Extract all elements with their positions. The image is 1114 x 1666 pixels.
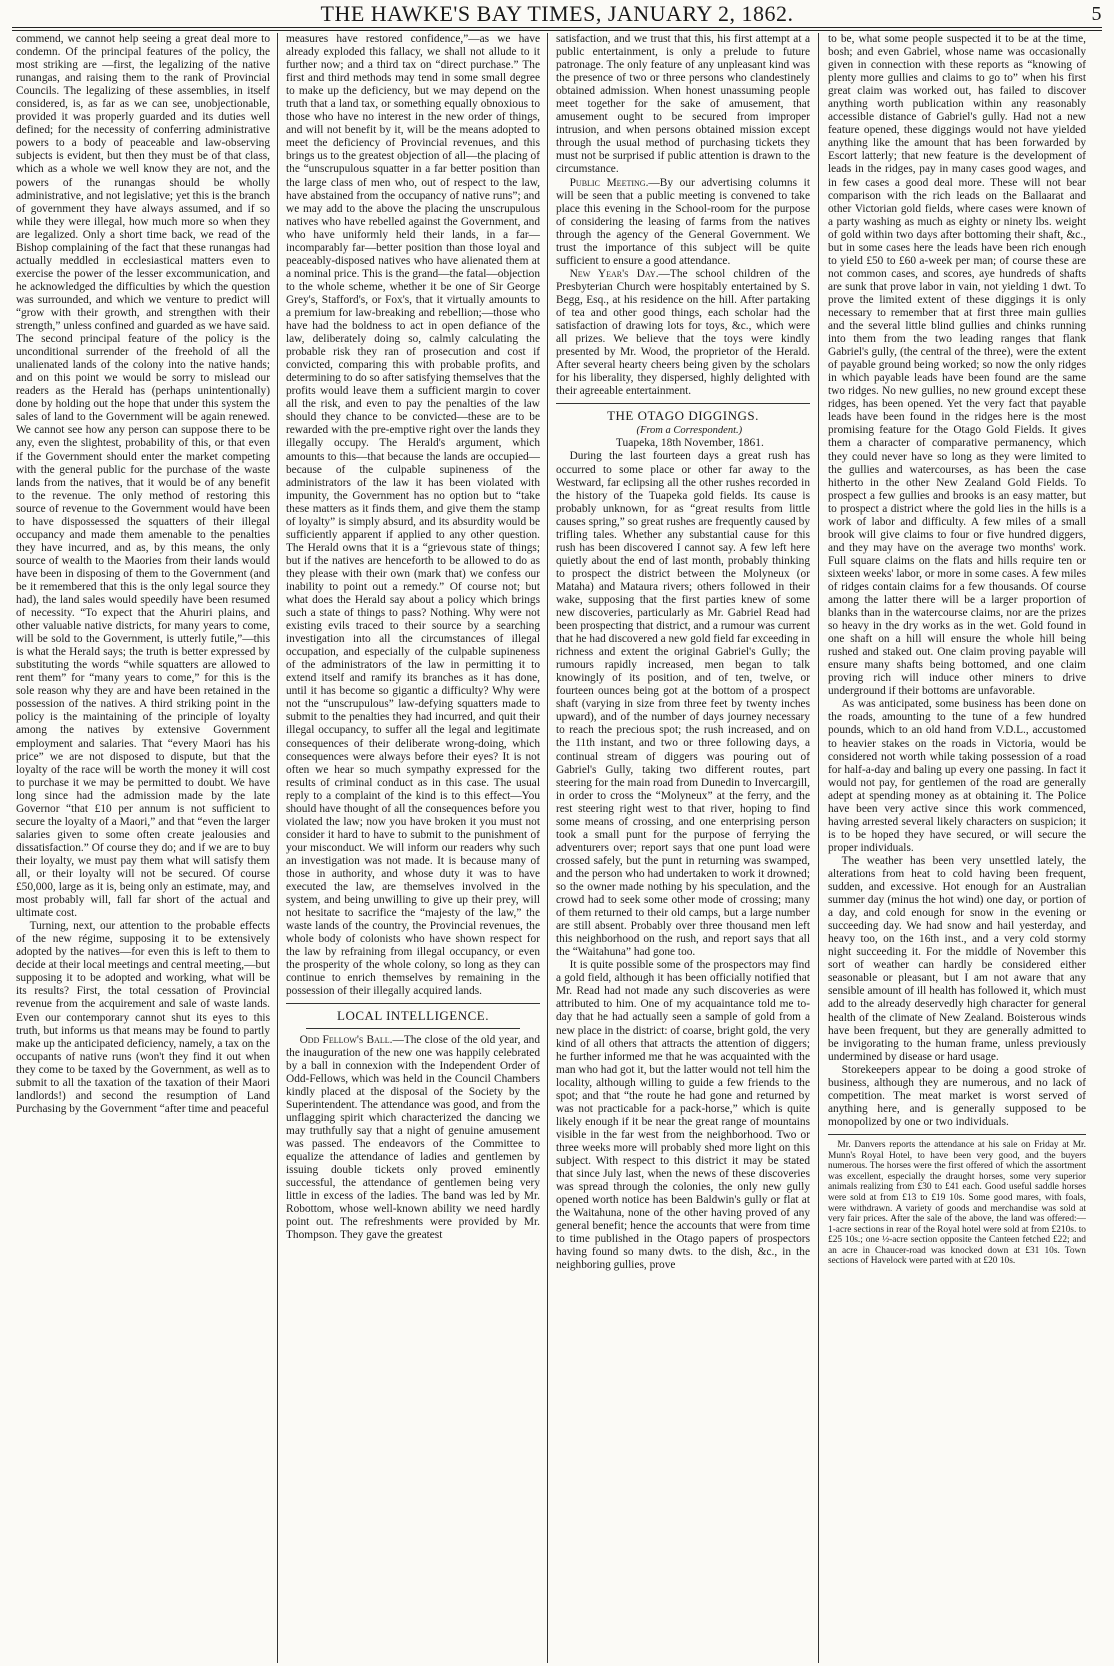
masthead-title: THE HAWKE'S BAY TIMES, JANUARY 2, 1862.: [320, 1, 794, 26]
item-title-public-meeting: Public Meeting.: [569, 176, 649, 189]
article-paragraph: to be, what some people suspected it to be at the time, bosh; and even Gabriel, whose name was occasionally given in connection with these reports as “knowing of plenty more gullies and claims to go to” when his first great claim was worked out, has failed to discover anything worth publication within any reasonably accessible distance of Gabriel's gully. Had not a new feature opened, these diggings would not have yielded anything like the amount that has been forwarded by Escort latterly; that new feature is the development of leads in the ridges, pay in many cases good wages, and in few cases a good deal more. These will not bear comparison with the rich leads on the Ballaarat and other Victorian gold fields, where cases were known of a party washing as much as eighty or ninety lbs. weight of gold within two days after bottoming their shaft, &c., but in some cases here the leads have been rich enough to yield £50 to £60 a-week per man; of course these are not common cases, and scores, aye hundreds of shafts are sunk that prove labor in vain, not yielding 1 dwt. To prove the limited extent of these diggings it is only necessary to remember that at first three main gullies and the several little blind gullies and chinks running into them from the two leading ranges that flank Gabriel's gully, (the central of the three), were the extent of payable ground being worked; so now the only ridges in which payable leads have been found are the same two ridges. No new gullies, no new ground except these ridges, has been opened. Yet the very fact that payable leads have been found in the ridges here is the most promising feature for the Otago Gold Fields. It gives them a character of comparative permanency, which they could never have so long as they were limited to the gullies and watercourses, as has been the case hitherto in the other New Zealand Gold Fields. To prospect a few gullies and brooks is an easy matter, but to prospect a district where the gold lies in the hills is a work of labor and difficulty. A few miles of a small brook will give claims to four or five hundred diggers, and they may have on the average two months' work. Full square claims on the flats and hills require ten or sixteen weeks' labor, or more in some cases. A few miles of ridges contain claims for a few thousands. Of course among the latter there will be a larger proportion of blanks than in the watercourse claims, nor are the prizes so heavy in the dry works as in the wet. Gold found in one shaft on a hill will ensure the whole hill being rushed and staked out. One claim proving payable will ensure many shafts being bottomed, and one claim proving rich will induce other miners to drive underground if their bottoms are unfavorable.: [828, 33, 1086, 698]
article-paragraph: As was anticipated, some business has been done on the roads, amounting to the tune of a few hundred pounds, which to an old hand from V.D.L., accustomed to heavier stakes on the roads in Victoria, would be considered not worth while taking possession of a road for half-a-day and baling up every one passing. In fact it would not pay, for gentlemen of the road are generally adept at spending money as at obtaining it. The Police have been very active since this work commenced, having arrested several likely characters on suspicion; it is to be hoped they have secured, or will secure the proper individuals.: [828, 698, 1086, 854]
section-heading-otago-diggings: THE OTAGO DIGGINGS.: [607, 408, 759, 424]
section-heading-local-intelligence: LOCAL INTELLIGENCE.: [337, 1008, 489, 1024]
column-1: [16, 33, 270, 1661]
section-rule: [306, 1028, 520, 1029]
article-dateline: Tuapeka, 18th November, 1861.: [615, 437, 764, 450]
article-paragraph: Storekeepers appear to be doing a good stroke of business, although they are numerous, and no lack of competition. The meat market is worst served of anything here, and is generally supposed to be monopolized by one or two individuals.: [828, 1063, 1086, 1128]
article-paragraph: During the last fourteen days a great rush has occurred to some place or other far away to the Westward, far eclipsing all the other rushes recorded in the history of the Tuapeka gold fields. Its cause is probably unknown, for as “great results from little causes spring,” so great rushes are frequently caused by trifling tales. Whether any substantial cause for this rush has been discovered I cannot say. A few left here quietly about the end of last month, probably thinking to prospect the district between the Molyneux (or Mataha) and Mataura rivers; others followed in their wake, supposing that the first parties knew of some new discoveries, particularly as Mr. Gabriel Read had been prospecting that district, and a rumour was current that he had discovered a new gold field far exceeding in richness and extent the original Gabriel's Gully; the rumours rapidly increased, men began to talk knowingly of its position, and of ten, twelve, or fourteen ounces being got at the bottom of a prospect shaft (varying in size from three feet by twenty inches upward), and of the number of days journey necessary to reach the precious spot; the rush increased, and on the 11th instant, and two or three following days, a continual stream of diggers was pouring out of Gabriel's Gully, taking two different routes, part steering for the main road from Dunedin to Invercargill, in order to cross the “Molyneux” at the ferry, and the rest steering right west to that river, hoping to find some means of crossing, and one enterprising person took a small punt for the purpose of ferrying the adventurers over; report says that one punt load were crossed safely, but the punt in returning was swamped, and the person who had undertaken to work it drowned; so the owner made nothing by his speculation, and the crowd had to seek some other mode of crossing; many of them returned to their old camps, but a large number are still absent. Probably over three thousand men left this neighborhood on the rush, and report says that all the “Waitahuna” had gone too.: [556, 450, 810, 959]
item-text-new-years-day: —The school children of the Presbyterian Church were hospitably entertained by S. Begg, Esq., at his residence on the hill. After partaking of tea and other good things, each scholar had the satisfaction of drawing lots for toys, &c., which were all prizes. We believe that the toys were kindly presented by Mr. Wood, the proprietor of the Herald. After several hearty cheers being given by the scholars for his liberality, they dispersed, highly delighted with their agreeable entertainment.: [556, 267, 810, 398]
page-number: 5: [1091, 3, 1102, 25]
editorial-paragraph: commend, we cannot help seeing a great deal more to condemn. Of the principal features of the policy, the most striking are —first, the legalizing of the native runangas, and raising them to the rank of Provincial Councils. The legalizing of these assemblies, in itself considered, is, as far as we can see, unobjectionable, provided it was properly guarded and its duties well defined; for the necessity of conferring administrative powers to a body of peaceable and law-observing subjects is evident, but then they must be of that class, which as a whole we well know they are not, and the powers of the runangas should be wholly administrative, and not legislative; yet this is the branch of government they have always assumed, and if so while they were illegal, how much more so when they are legalized. Only a short time back, we read of the Bishop complaining of the fact that these runangas had actually meddled in ecclesiastical matters even to exercise the power of the lesser excommunication, and he acknowledged the difficulties by which the question was surrounded, and which we venture to predict will “grow with their growth, and strengthen with their strength,” unless confined and guarded as we have said. The second principal feature of the policy is the unconditional surrender of the freehold of all the unalienated lands of the colony into the native hands; and on this point we would be sorry to mislead our readers as the Herald has (perhaps unintentionally) done by holding out the hope that under this system the sales of land to the Government will be again renewed. We cannot see how any person can suppose there to be any, even the slightest, probability of this, or that even if the Government should enter the market competing with the general public for the purchase of the waste lands from the natives, that it would be of any benefit to the revenue. The only method of restoring this source of revenue to the Government would have been to have dispossessed the squatters of their illegal occupancy and made them amenable to the penalties they have incurred, and as, by this means, the only source of wealth to the Maories from their lands would have been in disposing of them to the Government (and be it remembered that this is the only legal source they had), the land sales would speedily have been resumed of necessity. “To expect that the Ahuriri plains, and other valuable native districts, for many years to come, will be sold to the Government, is utterly futile,”—this is what the Herald says; the truth is better expressed by substituting the words “while squatters are allowed to rent them” for “many years to come,” for this is the sole reason why they are and have been retained in the possession of the natives. A third striking point in the policy is the maintaining of the principle of loyalty among the natives by extensive Government employment and salaries. That “every Maori has his price” we are not disposed to dispute, but that the loyalty of the race will be worth the money it will cost to purchase it we may be permitted to doubt. We have long since had the admission made by the late Governor “that £10 per annum is not sufficient to secure the loyalty of a Maori,” and that “even the larger salaries given to some often create jealousies and dissatisfaction.” Of course they do; and if we are to buy their loyalty, we must pay them what will satisfy them all, or their loyalty will not be secured. Of course £50,000, large as it is, being only an estimate, may, and most probably will, fall far short of the actual and ultimate cost.: [16, 33, 270, 920]
sale-notice: [828, 1140, 1086, 1267]
item-text-odd-fellows-ball: —The close of the old year, and the inauguration of the new one was happily celebrated by a ball in connexion with the Independent Order of Odd-Fellows, which was held in the Council Chambers kindly placed at the disposal of the Society by the Superintendent. The attendance was good, and from the unflagging spirit which characterized the dancing we may truthfully say that a night of genuine amusement was passed. The endeavors of the Committee to equalize the attendance of ladies and gentlemen by issuing double tickets only proved eminently successful, the attendance of gentlemen being very little in excess of the ladies. The band was led by Mr. Robottom, whose well-known ability we need hardly point out. The refreshments were provided by Mr. Thompson. They gave the greatest: [286, 1033, 540, 1242]
article-subheading: (From a Correspondent.): [636, 425, 743, 437]
column-divider: [818, 33, 819, 1663]
masthead-rule: [12, 27, 1102, 31]
item-title-odd-fellows-ball: Odd Fellow's Ball.: [299, 1033, 393, 1046]
column-3: [556, 33, 810, 1661]
section-rule: [286, 1003, 540, 1004]
masthead: [12, 2, 1102, 26]
section-rule: [828, 1134, 1086, 1135]
column-divider: [277, 33, 278, 1663]
local-paragraph: satisfaction, and we trust that this, his first attempt at a public entertainment, is only a prelude to future patronage. The only feature of any unpleasant kind was the presence of two or three persons who clandestinely obtained admission. When honest unassuming people meet together for the sake of amusement, that amusement ought to be secured from improper intrusion, and when persons obtained mission except through the usual method of purchasing tickets they must not be surprised if public attention is drawn to the circumstance.: [556, 33, 810, 176]
column-4: [828, 33, 1086, 1661]
section-rule: [556, 403, 810, 404]
sale-notice-text: Mr. Danvers reports the attendance at his sale on Friday at Mr. Munn's Royal Hotel, to have been very good, and the buyers numerous. The horses were the first offered of which the assortment was excellent, especially the draught horses, some very superior animals realizing from £30 to £41 each. Good useful saddle horses were sold at from £13 to £19 10s. Some good mares, with foals, were withdrawn. A variety of goods and merchandise was sold at very fair prices. After the sale of the above, the land was offered:—1-acre sections in rear of the Royal hotel were sold at from £210s. to £25 10s.; one ½-acre section opposite the Canteen fetched £22; and an acre in Chaucer-road was knocked down at £31 10s. Town sections of Havelock were parted with at £20 10s.: [828, 1139, 1086, 1267]
editorial-paragraph: measures have restored confidence,”—as we have already exploded this fallacy, we shall not allude to it further now; and a third tax on “direct purchase.” The first and third methods may tend in some small degree to make up the deficiency, but we may depend on the truth that a land tax, or something equally obnoxious to those who have no interest in the new order of things, and will not benefit by it, will be the means adopted to meet the deficiency of Provincial revenues, and this brings us to the greatest objection of all—the placing of the “unscrupulous squatter in a far better position than the large class of men who, out of respect to the law, have abstained from the occupancy of native runs”; and we may add to the above the placing the unscrupulous natives who have rebelled against the Government, and who have uniformly held their lands, in a far—incomparably far—better position than those loyal and peaceably-disposed natives who have alienated them at a nominal price. This is the grand—the fatal—objection to the whole scheme, whether it be one of Sir George Grey's, Stafford's, or Fox's, that it virtually amounts to a premium for law-breaking and rebellion;—those who have had the boldness to act in open defiance of the law, deliberately doing so, calmly calculating the probable risk they ran of prosecution and cost if convicted, comparing this with probable profits, and determining to do so after satisfying themselves that the profits would leave them a sufficient margin to cover all the risk, and even to pay the penalties of the law should they chance to be convicted—these are to be rewarded with the pre-emptive right over the lands they illegally occupy. The Herald's argument, which amounts to this—that because the lands are occupied—because of the culpable supineness of the administrators of the law it has been violated with impunity, the Government has no option but to “take these matters as it finds them, and give them the stamp of loyalty” is simply absurd, and its absurdity would be sufficiently apparent if applied to any other question. The Herald owns that it is a “grievous state of things; but if the natives are henceforth to be allowed to do as they please with their own (mark that) we confess our inability to point out a remedy.” Of course not; but what does the Herald say about a policy which brings such a state of things to pass? Nothing. Why were not existing evils traced to their source by a searching investigation into all the circumstances of illegal occupation, and especially of the culpable supineness of the administrators of the law in permitting it to extend itself and ramify its branches as it has done, until it has become so gigantic a difficulty? Why were not the “unscrupulous” law-defying squatters made to submit to the penalties they had incurred, and quit their illegal occupancy, to suffer all the legal and legitimate consequences of their deliberate wrong-doing, which consequences were always before their eyes? It is not often we hear so much sympathy expressed for the results of criminal conduct as in this case. The usual reply to a complaint of the kind is to this effect—You should have thought of all the consequences before you violated the law; now you have broken it you must not consider it hard to have to submit to the punishment of your misconduct. We will inform our readers why such an investigation was not made. It is because many of those in authority, and whose duty it was to have executed the law, are themselves involved in the system, and being unwilling to give up their prey, will not hesitate to sacrifice the “majesty of the law,” the waste lands of the country, the Provincial revenues, the whole body of colonists who have shown respect for the law by refraining from illegal occupancy, or even the prosperity of the whole colony, so long as they can continue to enrich themselves by remaining in the possession of their illegally acquired lands.: [286, 33, 540, 998]
editorial-paragraph: Turning, next, our attention to the probable effects of the new régime, supposing it to be extensively adopted by the natives—for even this is left to them to decide at their local meetings and central meeting,—but supposing it to be adopted and working, what will be its results? First, the total cessation of Provincial revenue from the acquirement and sale of waste lands. Even our contemporary cannot shut its eyes to this truth, but informs us that means may be found to partly make up the anticipated deficiency, namely, a tax on the occupants of native runs (won't they find it out when they come to be taxed by the Government, as well as to submit to all the taxation of the taxation of their Maori landlords!) and second the resumption of Land Purchasing by the Government “after time and peaceful: [16, 920, 270, 1115]
column-2: [286, 33, 540, 1661]
column-divider: [547, 33, 548, 1663]
article-paragraph: It is quite possible some of the prospectors may find a gold field, although it has been officially notified that Mr. Read had not made any such discoveries as were attributed to him. One of my acquaintance told me to-day that he had actually seen a sample of gold from a new place in the district: of coarse, bright gold, the very kind of all others that attracts the attention of diggers; he further informed me that he was acquainted with the man who had got it, but the latter would not tell him the locality, although willing to guide a few friends to the spot; and that “the route he had gone and returned by was not practicable for a pack-horse,” which is quite likely enough if it be near the great range of mountains visible in the far west from the neighborhood. Two or three weeks more will probably shed more light on this subject. With respect to this district it may be stated that since July last, when the news of these discoveries was spread through the colonies, the only new gully opened worth notice has been Baldwin's gully or flat at the Waitahuna, none of the other having proved of any general benefit; hence the accounts that were from time to time published in the Otago papers of prospectors having found so many dwts. to the dish, &c., in the neighboring gullies, prove: [556, 959, 810, 1272]
article-paragraph: The weather has been very unsettled lately, the alterations from heat to cold having been frequent, sudden, and excessive. Hot enough for an Australian summer day (minus the hot wind) one day, or portion of a day, and cold enough for snow in the evening or succeeding day. We had snow and hail yesterday, and heavy too, on the 16th inst., and a very cold stormy night succeeding it. For the middle of November this sort of weather can hardly be considered either seasonable or pleasant, but I am not aware that any sensible amount of ill health has followed it, which must add to the already deservedly high character for general health of the climate of New Zealand. Boisterous winds have been frequent, but they are generally admitted to be invigorating to the human frame, unless previously undermined by disease or hard usage.: [828, 854, 1086, 1063]
item-text-public-meeting: —By our advertising columns it will be seen that a public meeting is convened to take place this evening in the School-room for the purpose of considering the leasing of farms from the natives through the agency of the General Government. We trust the importance of this subject will be quite sufficient to ensure a good attendance.: [556, 176, 810, 267]
item-title-new-years-day: New Year's Day.: [569, 267, 659, 280]
